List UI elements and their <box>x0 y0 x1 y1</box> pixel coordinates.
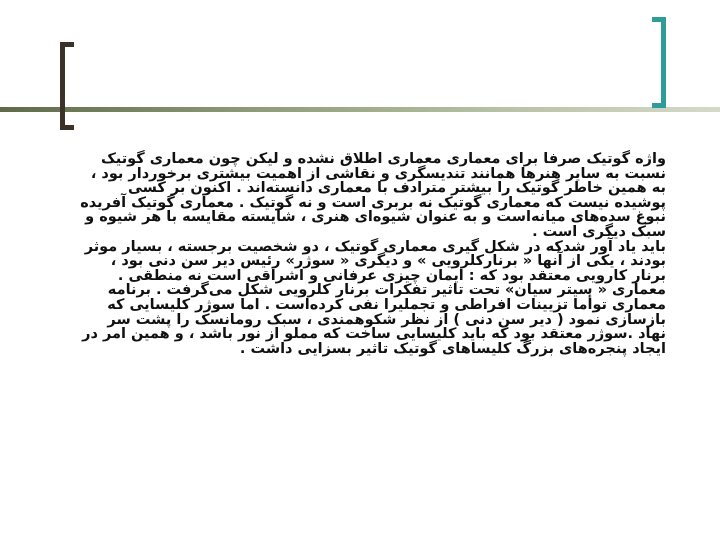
left-bracket-decoration <box>60 42 74 130</box>
right-bracket-decoration <box>652 17 666 108</box>
paragraph-1: واژه گوتیک صرفا برای معماری معماری اطلاق نشده و لیکن چون معماری گوتیک نسبت به سایر هنرها همانند تندیسگری و نقاشی از اهمیت بیشتری برخوردار بود ، به همین خاطر گوتیک را بیشتر مترادف با معماری دانسته‌اند . اکنون بر کسی پوشیده نیست که معماری گوتیک نه بربری است و نه گوتیک . معماری گوتیک آفریده نبوغ سده‌های میانه‌است و به عنوان شیوه‌ای هنری ، شایسته مقایسه با هر شیوه و سبک دیگری است . <box>80 151 666 240</box>
title-divider-line <box>0 107 720 112</box>
paragraph-2: باید یاد آور شدکه در شکل گیری معماری گوتیک ، دو شخصیت برجسته ، بسیار موثر بودند ، یکی از آنها « برنارکلرویی » و دیگری « سوژر» رئیس دیر سن دنی بود ، برنار کارویی معتقد بود که : ایمان چیزی عرفانی و اشراقی است نه منطقی . <box>84 238 666 284</box>
body-text <box>78 152 666 356</box>
paragraph-3: معماری « سیتر سیان» تحت تاثیر تفکرات برنار کلرویی شکل می‌گرفت . برنامه معماری توأما تزیینات افراطی و تجملیرا نفی کرده‌است . اما سوژر کلیسایی که بازسازی نمود ( دیر سن دنی ) از نظر شکوهمندی ، سبک رومانسک را پشت سر نهاد .سوژر معتقد بود که باید کلیسایی ساخت که مملو از نور باشد ، و همین امر در ایجاد پنجره‌های بزرگ کلیساهای گوتیک تاثیر بسزایی داشت . <box>82 282 666 357</box>
